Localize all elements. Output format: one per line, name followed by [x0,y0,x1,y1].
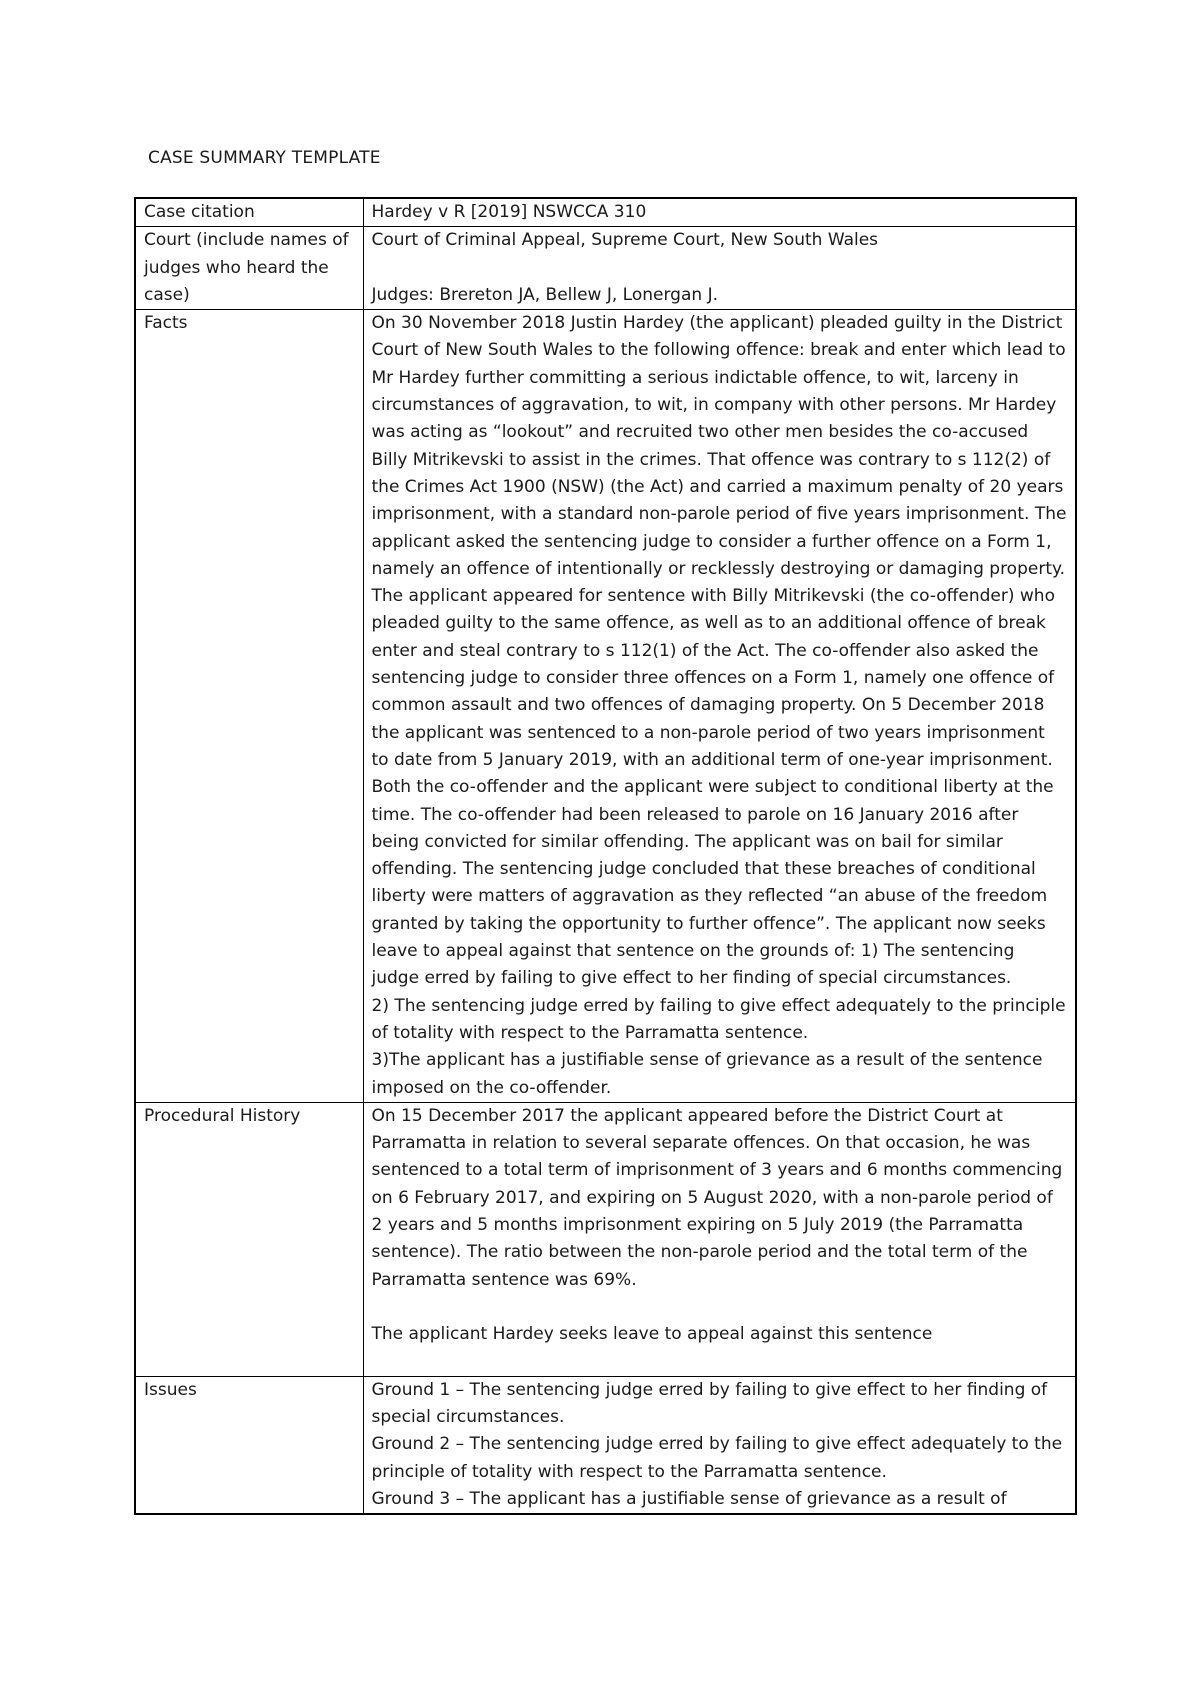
issue-ground-3: Ground 3 – The applicant has a justifiable sense of grievance as a result of [371,1488,1007,1509]
case-summary-table [134,197,1077,1515]
table-row-court [135,227,1076,310]
case-citation-text: Hardey v R [2019] NSWCCA 310 [371,202,647,222]
facts-ground-3: 3)The applicant has a justifiable sense of grievance as a result of the sentence imposed on the co-offender. [371,1050,1043,1098]
row-label-facts: Facts [135,310,363,1103]
blank-line [372,1294,1068,1321]
row-content-issues [363,1376,1076,1514]
row-label-issues: Issues [135,1376,363,1514]
table-row-issues [135,1376,1076,1514]
blank-line [372,255,1068,282]
procedural-history-paragraph: On 15 December 2017 the applicant appeared before the District Court at Parramatta in relation to several separate offences. On that occasion, he was sentenced to a total term of imprisonment of 3 years and 6 months commencing on 6 February 2017, and expiring on 5 August 2020, with a non-parole period of 2 years and 5 months imprisonment expiring on 5 July 2019 (the Parramatta sentence). The ratio between the non-parole period and the total term of the Parramatta sentence was 69%. [371,1105,1063,1290]
issue-ground-1: Ground 1 – The sentencing judge erred by failing to give effect to her finding of special circumstances. [371,1379,1048,1428]
row-label-procedural-history: Procedural History [135,1102,363,1376]
page-title: CASE SUMMARY TEMPLATE [148,148,381,168]
row-content-procedural-history [363,1102,1076,1376]
row-label-case-citation: Case citation [135,198,363,227]
judges-text: Judges: Brereton JA, Bellew J, Lonergan J. [371,284,718,305]
procedural-history-leave-text: The applicant Hardey seeks leave to appeal against this sentence [371,1324,933,1345]
issue-ground-2: Ground 2 – The sentencing judge erred by failing to give effect adequately to the principle of totality with respect to the Parramatta sentence. [371,1434,1063,1482]
row-content-case-citation [363,198,1076,227]
row-content-court [363,227,1076,310]
table-row-case-citation [135,198,1076,227]
facts-ground-2: 2) The sentencing judge erred by failing to give effect adequately to the principle of totality with respect to the Parramatta sentence. [371,995,1066,1043]
table-row-procedural-history [135,1102,1076,1376]
facts-paragraph: On 30 November 2018 Justin Hardey (the applicant) pleaded guilty in the District Court of New South Wales to the following offence: break and enter which lead to Mr Hardey further committing a serious indictable offence, to wit, larceny in circumstances of aggravation, to wit, in company with other persons. Mr Hardey was acting as “lookout” and recruited two other men besides the co-accused Billy Mitrikevski to assist in the crimes. That offence was contrary to s 112(2) of the Crimes Act 1900 (NSW) (the Act) and carried a maximum penalty of 20 years imprisonment, with a standard non-parole period of five years imprisonment. The applicant asked the sentencing judge to consider a further offence on a Form 1, namely an offence of intentionally or recklessly destroying or damaging property. The applicant appeared for sentence with Billy Mitrikevski (the co-offender) who pleaded guilty to the same offence, as well as to an additional offence of break enter and steal contrary to s 112(1) of the Act. The co-offender also asked the sentencing judge to consider three offences on a Form 1, namely one offence of common assault and two offences of damaging property. On 5 December 2018 the applicant was sentenced to a non-parole period of two years imprisonment to date from 5 January 2019, with an additional term of one-year imprisonment. Both the co-offender and the applicant were subject to conditional liberty at the time. The co-offender had been released to parole on 16 January 2016 after being convicted for similar offending. The applicant was on bail for similar offending. The sentencing judge concluded that these breaches of conditional liberty were matters of aggravation as they reflected “an abuse of the freedom granted by taking the opportunity to further offence”. The applicant now seeks leave to appeal against that sentence on the grounds of: 1) The sentencing judge erred by failing to give effect to her finding of special circumstances. [371,313,1067,989]
row-content-facts [363,310,1076,1103]
court-name-text: Court of Criminal Appeal, Supreme Court, New South Wales [371,230,879,251]
row-label-court: Court (include names of judges who heard the case) [135,227,363,310]
table-row-facts [135,310,1076,1103]
